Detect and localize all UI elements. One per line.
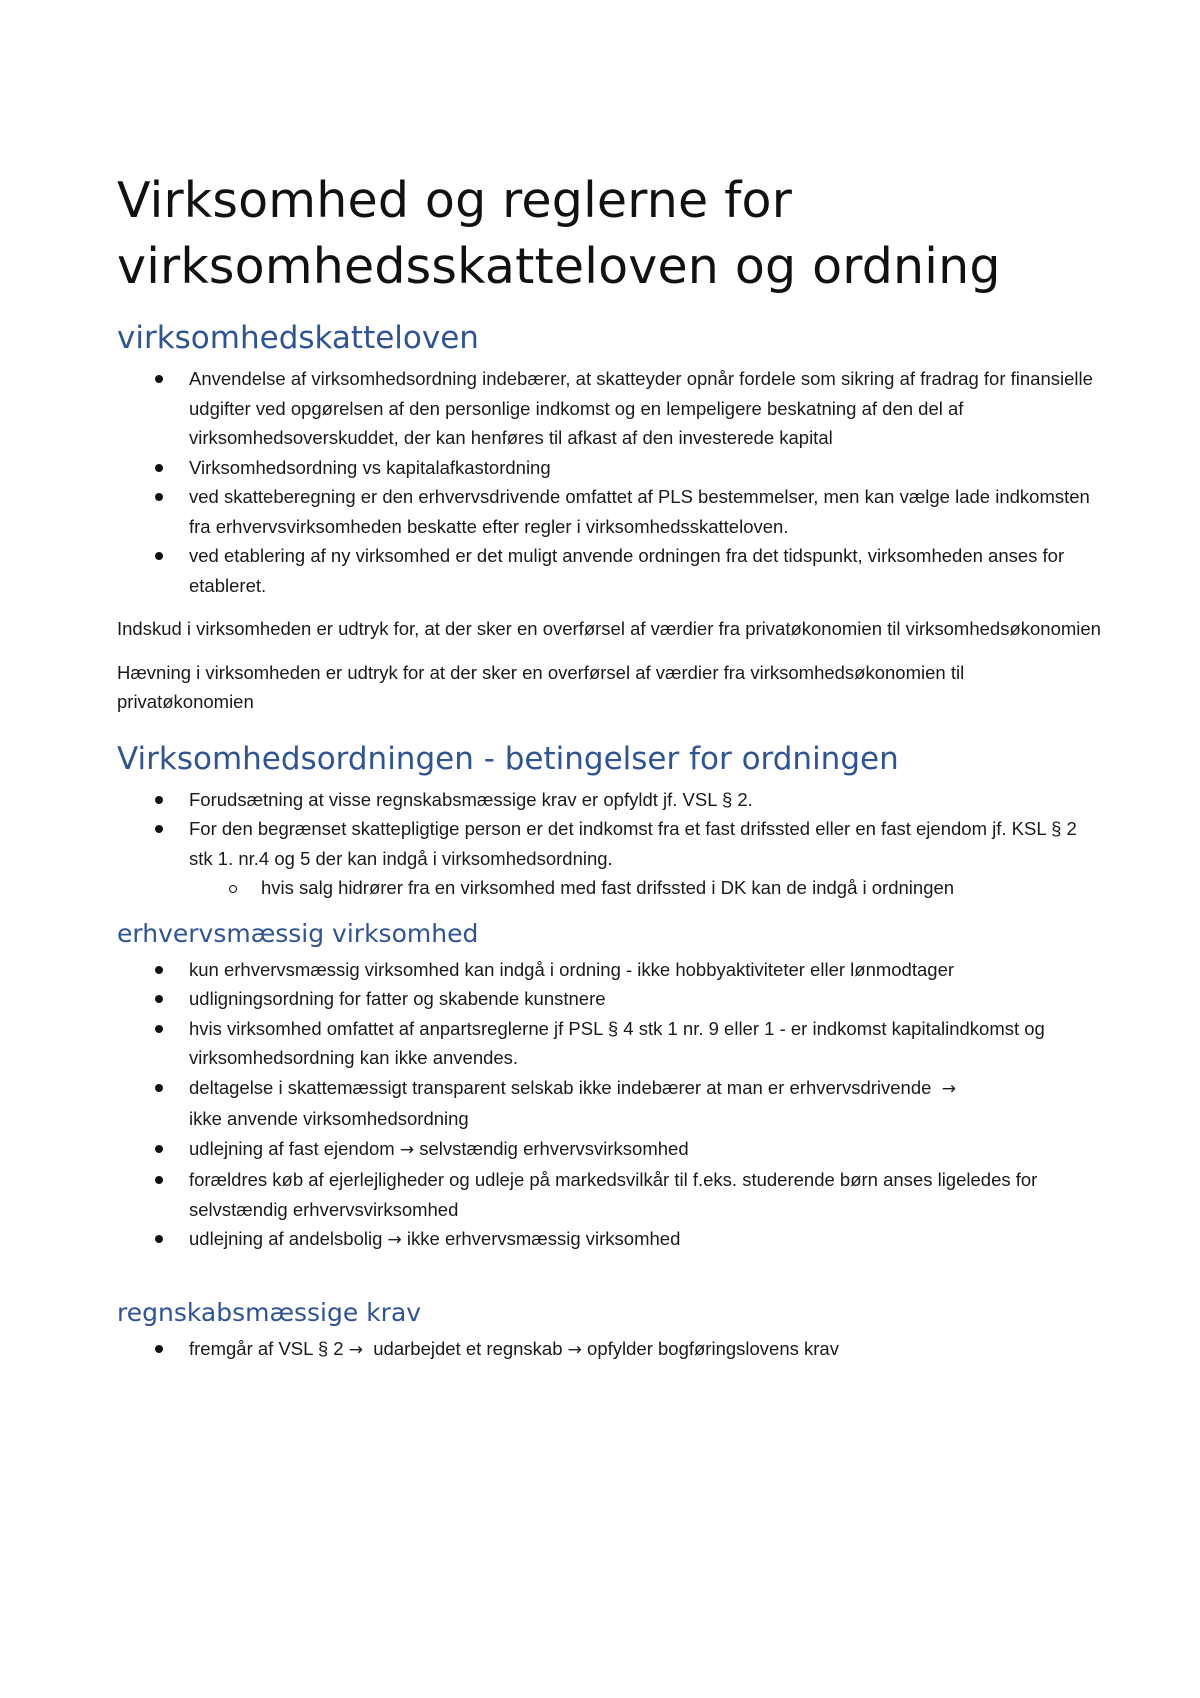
list-item (117, 364, 1102, 453)
list-item-text: For den begrænset skattepligtige person er det indkomst fra et fast drifssted eller en fast ejendom jf. KSL § 2 stk 1. nr.4 og 5 der kan indgå i virksomhedsordning. (189, 818, 1077, 869)
list-item-text: ikke anvende virksomhedsordning (189, 1108, 469, 1129)
list-item-text: udarbejdet et regnskab (373, 1337, 563, 1359)
list-item-text: ikke erhvervsmæssig virksomhed (406, 1228, 681, 1249)
section-heading-virksomhedsordningen: Virksomhedsordningen - betingelser for ordningen (117, 740, 899, 777)
list-item-text: udligningsordning for fatter og skabende kunstnere (189, 988, 606, 1009)
list-item (117, 1134, 1102, 1166)
arrow-right-icon: → (567, 1339, 582, 1360)
document-page (117, 168, 1102, 1365)
bullet-icon (155, 995, 163, 1003)
document-title: Virksomhed og reglerne for virksomhedsskatteloven og ordning (117, 172, 1001, 295)
bullet-list-section1 (117, 364, 1102, 600)
list-item-text: deltagelse i skattemæssigt transparent selskab ikke indebærer at man er erhvervsdrivende (189, 1076, 932, 1098)
arrow-right-icon: → (399, 1139, 415, 1160)
list-item-text: Anvendelse af virksomhedsordning indebærer, at skatteyder opnår fordele som sikring af fradrag for finansielle udgifter ved opgørelsen af den personlige indkomst og en lempeligere beskatning af den del af virksomhedsoverskuddet, der kan henføres til afkast af den investerede kapital (189, 368, 1093, 448)
bullet-icon (155, 1145, 163, 1153)
bullet-icon (155, 1235, 163, 1243)
list-item-text: Virksomhedsordning vs kapitalafkastordning (189, 456, 551, 478)
list-item (117, 453, 1102, 483)
list-item-text: ved skatteberegning er den erhvervsdrivende omfattet af PLS bestemmelser, men kan vælge lade indkomsten fra erhvervsvirksomheden beskatte efter regler i virksomhedsskatteloven. (189, 486, 1090, 537)
list-item-text: Forudsætning at visse regnskabsmæssige krav er opfyldt jf. VSL § 2. (189, 788, 753, 810)
arrow-right-icon: → (387, 1230, 402, 1250)
sub-list-item (117, 873, 1102, 903)
section-heading-virksomhedskatteloven: virksomhedskatteloven (117, 320, 479, 356)
bullet-icon (155, 493, 163, 501)
paragraph-indskud: Indskud i virksomheden er udtryk for, at der sker en overførsel af værdier fra privatøkonomien til virksomhedsøkonomien (117, 618, 1101, 639)
list-item (117, 814, 1102, 873)
list-item (117, 1014, 1102, 1073)
sub-bullet-list (117, 873, 1102, 903)
list-item-text: kun erhvervsmæssig virksomhed kan indgå i ordning - ikke hobbyaktiviteter eller lønmodtager (189, 958, 955, 980)
list-item-text: udlejning af fast ejendom (189, 1137, 395, 1159)
list-item-text: fremgår af VSL § 2 (189, 1337, 344, 1359)
bullet-icon (155, 375, 163, 383)
list-item (117, 1165, 1102, 1224)
bullet-icon (155, 1345, 163, 1353)
bullet-icon (155, 1176, 163, 1184)
list-item (117, 1073, 1102, 1134)
bullet-list-section2 (117, 785, 1102, 874)
list-item-text: ved etablering af ny virksomhed er det muligt anvende ordningen fra det tidspunkt, virksomheden anses for etableret. (189, 545, 1065, 596)
bullet-icon (155, 825, 163, 833)
arrow-right-icon: → (348, 1339, 363, 1360)
list-item-text: udlejning af andelsbolig (189, 1228, 383, 1249)
paragraph-haevning: Hævning i virksomheden er udtryk for at der sker en overførsel af værdier fra virksomhedsøkonomien til privatøkonomien (117, 661, 965, 712)
list-item (117, 955, 1102, 985)
bullet-icon (155, 464, 163, 472)
list-item (117, 984, 1102, 1014)
bullet-icon (155, 966, 163, 974)
arrow-right-icon: → (941, 1078, 956, 1099)
list-item (117, 541, 1102, 600)
bullet-icon (155, 1025, 163, 1033)
bullet-icon (155, 1084, 163, 1092)
bullet-list-section4 (117, 1334, 1102, 1366)
bullet-icon (155, 552, 163, 560)
section-heading-regnskabsmaessige: regnskabsmæssige krav (117, 1297, 422, 1327)
list-item (117, 1224, 1102, 1256)
list-item (117, 785, 1102, 815)
bullet-icon (155, 796, 163, 804)
section-heading-erhvervsmaessig: erhvervsmæssig virksomhed (117, 918, 479, 948)
bullet-list-section3 (117, 955, 1102, 1256)
list-item (117, 482, 1102, 541)
list-item (117, 1334, 1102, 1366)
list-item-text: opfylder bogføringslovens krav (587, 1337, 839, 1359)
list-item-text: selvstændig erhvervsvirksomhed (419, 1137, 689, 1159)
list-item-text: hvis virksomhed omfattet af anpartsreglerne jf PSL § 4 stk 1 nr. 9 eller 1 - er indkomst kapitalindkomst og virksomhedsordning kan ikke anvendes. (189, 1017, 1045, 1068)
hollow-bullet-icon (229, 885, 237, 893)
sub-list-item-text: hvis salg hidrører fra en virksomhed med fast drifssted i DK kan de indgå i ordningen (261, 877, 955, 898)
list-item-text: forældres køb af ejerlejligheder og udleje på markedsvilkår til f.eks. studerende børn anses ligeledes for selvstændig erhvervsvirksomhed (189, 1169, 1038, 1220)
